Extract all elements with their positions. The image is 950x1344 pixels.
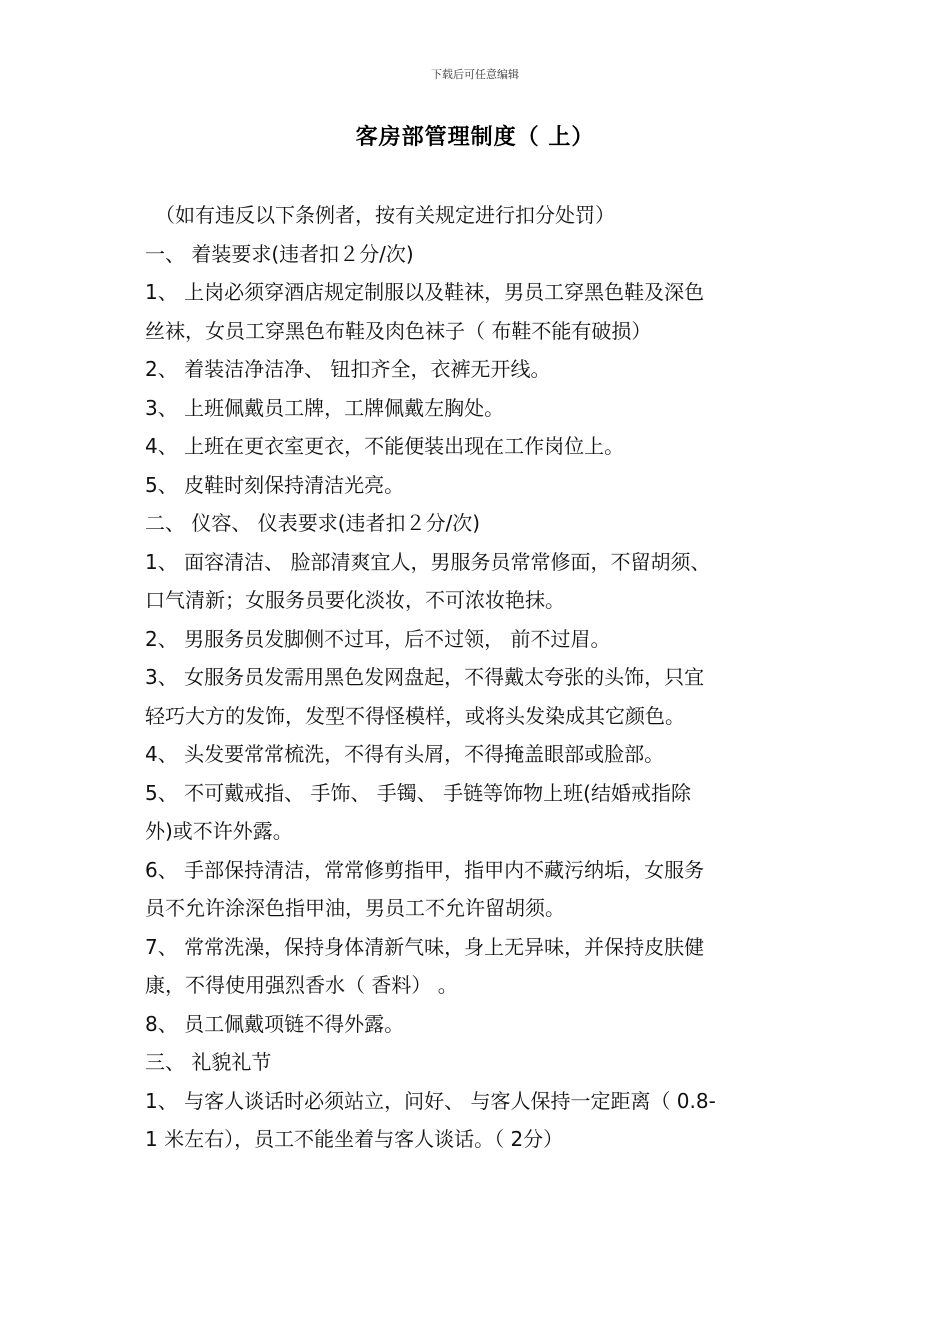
text-line: 1、 与客人谈话时必须站立，问好、 与客人保持一定距离（ 0.8-	[145, 1088, 716, 1113]
header-note: 下载后可任意编辑	[431, 68, 519, 81]
text-line: 轻巧大方的发饰，发型不得怪模样，或将头发染成其它颜色。	[145, 703, 685, 728]
text-line: 口气清新；女服务员要化淡妆，不可浓妆艳抹。	[145, 588, 565, 612]
text-line: 3、 上班佩戴员工牌，工牌佩戴左胸处。	[145, 395, 505, 420]
text-line: 1、 面容清洁、 脸部清爽宜人，男服务员常常修面，不留胡须、	[145, 549, 711, 574]
document-body	[145, 196, 805, 1159]
text-line: 2、 男服务员发脚侧不过耳，后不过领， 前不过眉。	[145, 626, 611, 651]
section-heading-1: 一、 着装要求(违者扣２分/次)	[145, 241, 414, 266]
text-line: 1、 上岗必须穿酒店规定制服以及鞋袜，男员工穿黑色鞋及深色	[145, 280, 705, 304]
text-line: 4、 上班在更衣室更衣，不能便装出现在工作岗位上。	[145, 434, 625, 458]
text-line: 丝袜，女员工穿黑色布鞋及肉色袜子（ 布鞋不能有破损）	[145, 318, 652, 343]
text-line: 康，不得使用强烈香水（ 香料） 。	[145, 973, 458, 997]
text-line: 员不允许涂深色指甲油，男员工不允许留胡须。	[145, 896, 565, 920]
section-heading-3: 三、 礼貌礼节	[145, 1050, 272, 1074]
text-line: 2、 着装洁净洁净、 钮扣齐全，衣裤无开线。	[145, 357, 551, 381]
text-line: 5、 不可戴戒指、 手饰、 手镯、 手链等饰物上班(结婚戒指除	[145, 780, 691, 805]
text-line: 1 米左右），员工不能坐着与客人谈话。（ 2分）	[145, 1127, 564, 1151]
text-line: 6、 手部保持清洁，常常修剪指甲，指甲内不藏污纳垢，女服务	[145, 857, 705, 882]
text-line: 4、 头发要常常梳洗，不得有头屑，不得掩盖眼部或脸部。	[145, 742, 665, 766]
text-line: 5、 皮鞋时刻保持清洁光亮。	[145, 472, 405, 497]
intro-paragraph: （如有违反以下条例者，按有关规定进行扣分处罚）	[155, 203, 615, 227]
text-line: 8、 员工佩戴项链不得外露。	[145, 1011, 405, 1036]
text-line: 3、 女服务员发需用黑色发网盘起，不得戴太夸张的头饰，只宜	[145, 665, 705, 689]
text-line: 7、 常常洗澡，保持身体清新气味，身上无异味，并保持皮肤健	[145, 934, 705, 959]
page-title: 客房部管理制度（ 上）	[355, 125, 595, 150]
text-line: 外)或不许外露。	[145, 819, 293, 843]
section-heading-2: 二、 仪容、 仪表要求(违者扣２分/次)	[145, 511, 481, 535]
